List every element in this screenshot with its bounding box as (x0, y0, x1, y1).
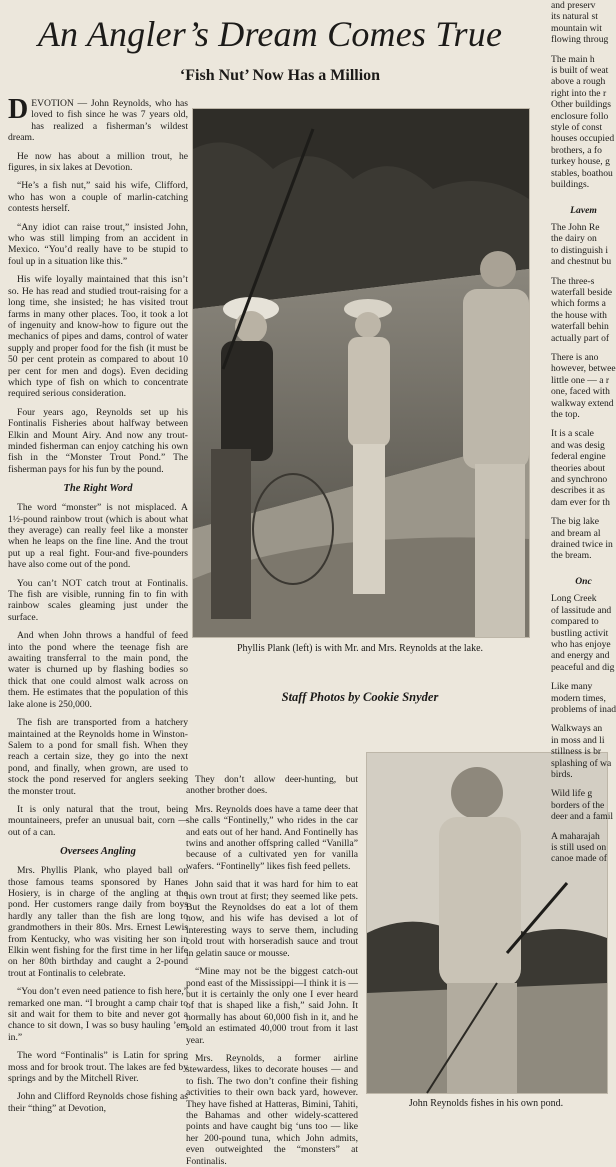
edge-text-line: which forms a (551, 298, 606, 310)
edge-text-line: compared to (551, 616, 599, 628)
edge-text-line: walkway extend (551, 397, 614, 409)
edge-text-line: drained twice in (551, 539, 613, 551)
photo-lake-group-caption: Phyllis Plank (left) is with Mr. and Mrs. Reynolds at the lake. (236, 643, 484, 654)
edge-text-line: problems of inad (551, 703, 616, 715)
edge-text-line: stables, boathou (551, 167, 613, 179)
article-paragraph: And when John throws a handful of feed into the pond where the teenage fish are awaiting transferral to the main pond, the water is churned up by flashing bodies so thick that one could almost walk across on them. He estimates that the population of this lake alone is 250,000. (8, 630, 188, 710)
edge-text-line: actually part of (551, 332, 610, 344)
edge-text-line: waterfall behin (551, 321, 609, 333)
edge-text-line: to distinguish i (551, 244, 609, 256)
article-paragraph: He now has about a million trout, he figures, in six lakes at Devotion. (8, 150, 188, 174)
edge-text-line: Wild life g (551, 788, 593, 800)
edge-text-line: It is a scale (551, 428, 594, 440)
edge-text-line: the bream. (551, 550, 592, 562)
edge-text-line: A maharajah (551, 830, 600, 842)
edge-text-line: The main h (551, 53, 595, 65)
article-paragraph: The word “Fontinalis” is Latin for spring moss and for brook trout. The lakes are fed by springs and by the Mitchell River. (8, 1050, 188, 1085)
article-paragraph: “He’s a fish nut,” said his wife, Clifford, who has won a couple of marlin-catching contests herself. (8, 180, 188, 215)
edge-text-line: of lassitude and (551, 604, 612, 616)
edge-text-line: The three-s (551, 275, 595, 287)
edge-text-line: Long Creek (551, 593, 597, 605)
edge-text-line: bustling activit (551, 627, 609, 639)
edge-text-line: and bream al (551, 527, 601, 539)
edge-text-line: splashing of wa (551, 757, 612, 769)
edge-text-line: is built of weat (551, 65, 609, 77)
edge-text-line: the top. (551, 409, 580, 420)
edge-text-line: brothers, a fo (551, 144, 602, 156)
edge-text-line: modern times, (551, 692, 606, 704)
edge-text-line: birds. (551, 768, 573, 780)
edge-text-line: borders of the (551, 799, 605, 811)
edge-text-line: federal engine (551, 451, 606, 463)
edge-section-heading: Lavem (570, 204, 597, 216)
edge-section-heading: Onc (575, 575, 592, 587)
edge-text-line: and preserv (551, 0, 596, 11)
left-column (8, 94, 188, 1128)
edge-text-line: describes it as (551, 485, 605, 497)
edge-text-line: stillness is br (551, 746, 602, 758)
right-edge-column (551, 0, 616, 865)
article-paragraph: Mrs. Reynolds does have a tame deer that she calls “Fontinelly,” who rides in the car and eats out of her hand. And Fontinelly has twins and another offspring called “Vanilla” because of a cultivated yen for vanilla wafers. “Fontinelly” likes fish feed pellets. (186, 803, 358, 872)
edge-text-line: and energy and (551, 650, 610, 662)
article-paragraph: John said that it was hard for him to eat his own trout at first; they seemed like pets. But the Reynoldses do eat a lot of them now, and his wife has devised a lot of interesting ways to serve them, including cold trout with horseradish sauce and trout in gelatin sauce or mousse. (186, 879, 358, 959)
article-paragraph: Four years ago, Reynolds set up his Fontinalis Fisheries about halfway between Elkin and Mount Airy. And now any trout-minded fisherman can enjoy catching his own fish in the “Monster Trout Pond.” The fisherman pays for his fun by the pound. (8, 406, 188, 475)
article-paragraph: “Mine may not be the biggest catch-out pond east of the Mississippi—I think it is — but it is certainly the only one I ever heard of that is shaped like a fish,” said John. It normally has about 60,000 fish in it, and he sold an estimated 40,000 trout from it last year. (186, 966, 358, 1046)
edge-text-line: one, faced with (551, 386, 610, 398)
edge-text-line: the house with (551, 309, 607, 321)
edge-text-line: style of const (551, 122, 603, 134)
article-paragraph: Mrs. Phyllis Plank, who played ball on those famous teams sponsored by Hanes Hosiery, is in charge of the angling at the pond. Her customers range daily from boys hardly any taller than the fish are long to grandmothers in their 80s. Mrs. Ernest Lewis from Kentucky, who was visiting her son in Elkin went fishing for the first time in her life on her 80th birthday and caught a 2-pound trout at Fontinalis to celebrate. (8, 865, 188, 979)
edge-text-line: is still used on (551, 842, 607, 853)
lead-text: EVOTION — John Reynolds, who has loved to fish since he was 7 years old, has realized a fisherman’s wildest dream. (8, 98, 188, 144)
edge-text-line: waterfall beside (551, 286, 612, 298)
edge-text-line: deer and a famil (551, 811, 614, 823)
article-paragraph: You can’t NOT catch trout at Fontinalis. The fish are visible, running fin to fin with rainbow scales gleaming just under the surface. (8, 577, 188, 623)
edge-text-line: enclosure follo (551, 110, 609, 122)
edge-text-line: dam ever for th (551, 496, 610, 508)
article-paragraph: “Any idiot can raise trout,” insisted John, who was still limping from an accident in Mexico. “You’d really have to be stupid to foul up in a situation like this.” (8, 221, 188, 267)
edge-text-line: and synchrono (551, 474, 608, 486)
edge-text-line: turkey house, g (551, 156, 610, 168)
edge-text-line: Walkways an (551, 723, 603, 735)
article-paragraph: The fish are transported from a hatchery maintained at the Reynolds home in Winston-Salem to a pond for small fish. When they reach a certain size, they go into the next pond, and finally, when grown, are used to stock the pond reserved for anglers seeking the monster trout. (8, 717, 188, 797)
edge-text-line: Other buildings (551, 99, 611, 111)
middle-column (186, 774, 358, 1167)
edge-text-line: its natural st (551, 11, 598, 23)
photo-john-fishing-caption: John Reynolds fishes in his own pond. (408, 1098, 564, 1109)
edge-text-line: Like many (551, 681, 593, 693)
article-paragraph: John and Clifford Reynolds chose fishing as their “thing” at Devotion, (8, 1091, 188, 1114)
edge-text-line: peaceful and dig (551, 661, 615, 673)
edge-text-line: buildings. (551, 179, 590, 191)
edge-text-line: above a rough (551, 76, 606, 88)
edge-text-line: and was desig (551, 439, 605, 451)
edge-text-line: and chestnut bu (551, 256, 612, 268)
edge-text-line: mountain wit (551, 22, 602, 34)
edge-text-line: The John Re (551, 221, 600, 233)
headline: An Angler’s Dream Comes True (37, 14, 503, 54)
edge-text-line: There is ano (551, 351, 599, 363)
subhead: ‘Fish Nut’ Now Has a Million (179, 67, 381, 84)
photo-credit: Staff Photos by Cookie Snyder (281, 690, 439, 704)
lead-paragraph (8, 94, 188, 144)
section-heading-oversees-angling: Oversees Angling (60, 846, 136, 858)
edge-text-line: theories about (551, 462, 606, 474)
section-heading-right-word: The Right Word (63, 483, 133, 495)
edge-text-line: houses occupied (551, 133, 615, 145)
edge-text-line: in moss and li (551, 734, 605, 746)
article-paragraph: The word “monster” is not misplaced. A 1½-pound rainbow trout (which is about what they average) can really feel like a monster when he leaps on the fine line. And the trout put up a real fight. Four-and five-pounders have also come out of the pond. (8, 502, 188, 571)
article-paragraph: They don’t allow deer-hunting, but another brother does. (186, 774, 358, 797)
edge-text-line: however, betwee (551, 363, 616, 375)
edge-text-line: flowing throug (551, 34, 609, 46)
edge-text-line: right into the r (551, 87, 607, 99)
article-paragraph: Mrs. Reynolds, a former airline stewardess, likes to decorate houses — and to fish. The two don’t confine their fishing activities to their own back yard, however. They have fished at Hatteras, Bimini, Tahiti, the Bahamas and other widely-scattered points and have caught big ‘uns too — like her 200-pound tuna, which John admits, even outweighted the “monsters” at Fontinalis. (186, 1052, 358, 1167)
edge-text-line: canoe made of (551, 853, 607, 865)
edge-text-line: who has enjoye (551, 638, 611, 650)
edge-text-line: the dairy on (551, 233, 597, 245)
article-paragraph: “You don’t even need patience to fish here,” remarked one man. “I brought a camp chair to sit and wait for them to bite and never got a chance to sit down, I was so busy hauling ’em in.” (8, 986, 188, 1043)
article-paragraph: It is only natural that the trout, being mountaineers, prefer an unusual bait, corn — out of a can. (8, 803, 188, 838)
photo-lake-group (192, 108, 530, 638)
edge-text-line: The big lake (551, 516, 599, 528)
article-paragraph: His wife loyally maintained that this isn’t so. He has read and studied trout-raising for a long time, she insisted; he has visited trout farms in many other places. Too, it took a lot of ingenuity and know-how to figure out the mechanics of pipes and dams, control of water supply and proper food for the fish (it must be 50 per cent protein as compared to about 10 per cent for men and dogs). Even deciding which type of fish on which to concentrate required serious consideration. (8, 274, 188, 400)
drop-cap: D (8, 94, 29, 125)
edge-text-line: little one — a r (551, 374, 610, 386)
photo-lake-group-image (193, 109, 529, 637)
